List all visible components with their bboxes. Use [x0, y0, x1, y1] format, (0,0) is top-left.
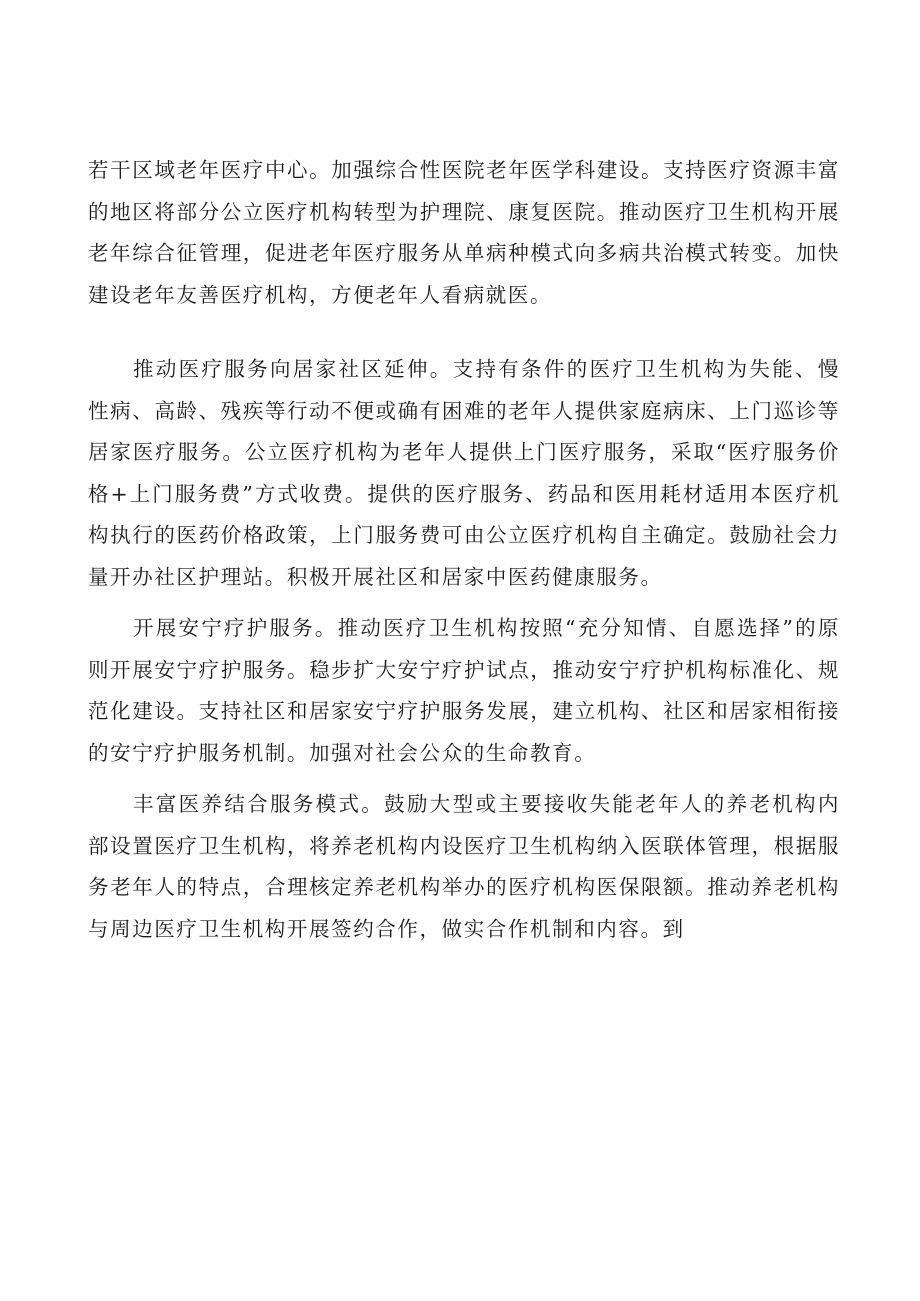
- paragraph-hospice-care: 开展安宁疗护服务。推动医疗卫生机构按照“充分知情、自愿选择”的原则开展安宁疗护服务。稳步扩大安宁疗护试点，推动安宁疗护机构标准化、规范化建设。支持社区和居家安宁疗护服务发展，建立机构、社区和居家相衔接的安宁疗护服务机制。加强对社会公众的生命教育。: [88, 616, 840, 765]
- document-body: [88, 150, 840, 950]
- paragraph-home-community-care: 推动医疗服务向居家社区延伸。支持有条件的医疗卫生机构为失能、慢性病、高龄、残疾等行动不便或确有困难的老年人提供家庭病床、上门巡诊等居家医疗服务。公立医疗机构为老年人提供上门医疗服务，采取“医疗服务价格+上门服务费”方式收费。提供的医疗服务、药品和医用耗材适用本医疗机构执行的医药价格政策，上门服务费可由公立医疗机构自主确定。鼓励社会力量开办社区护理站。积极开展社区和居家中医药健康服务。: [88, 357, 840, 589]
- paragraph-medical-elderly-care: 丰富医养结合服务模式。鼓励大型或主要接收失能老年人的养老机构内部设置医疗卫生机构，将养老机构内设医疗卫生机构纳入医联体管理，根据服务老年人的特点，合理核定养老机构举办的医疗机构医保限额。推动养老机构与周边医疗卫生机构开展签约合作，做实合作机制和内容。到: [88, 792, 840, 941]
- paragraph-continued: 若干区域老年医疗中心。加强综合性医院老年医学科建设。支持医疗资源丰富的地区将部分公立医疗机构转型为护理院、康复医院。推动医疗卫生机构开展老年综合征管理，促进老年医疗服务从单病种模式向多病共治模式转变。加快建设老年友善医疗机构，方便老年人看病就医。: [88, 158, 840, 307]
